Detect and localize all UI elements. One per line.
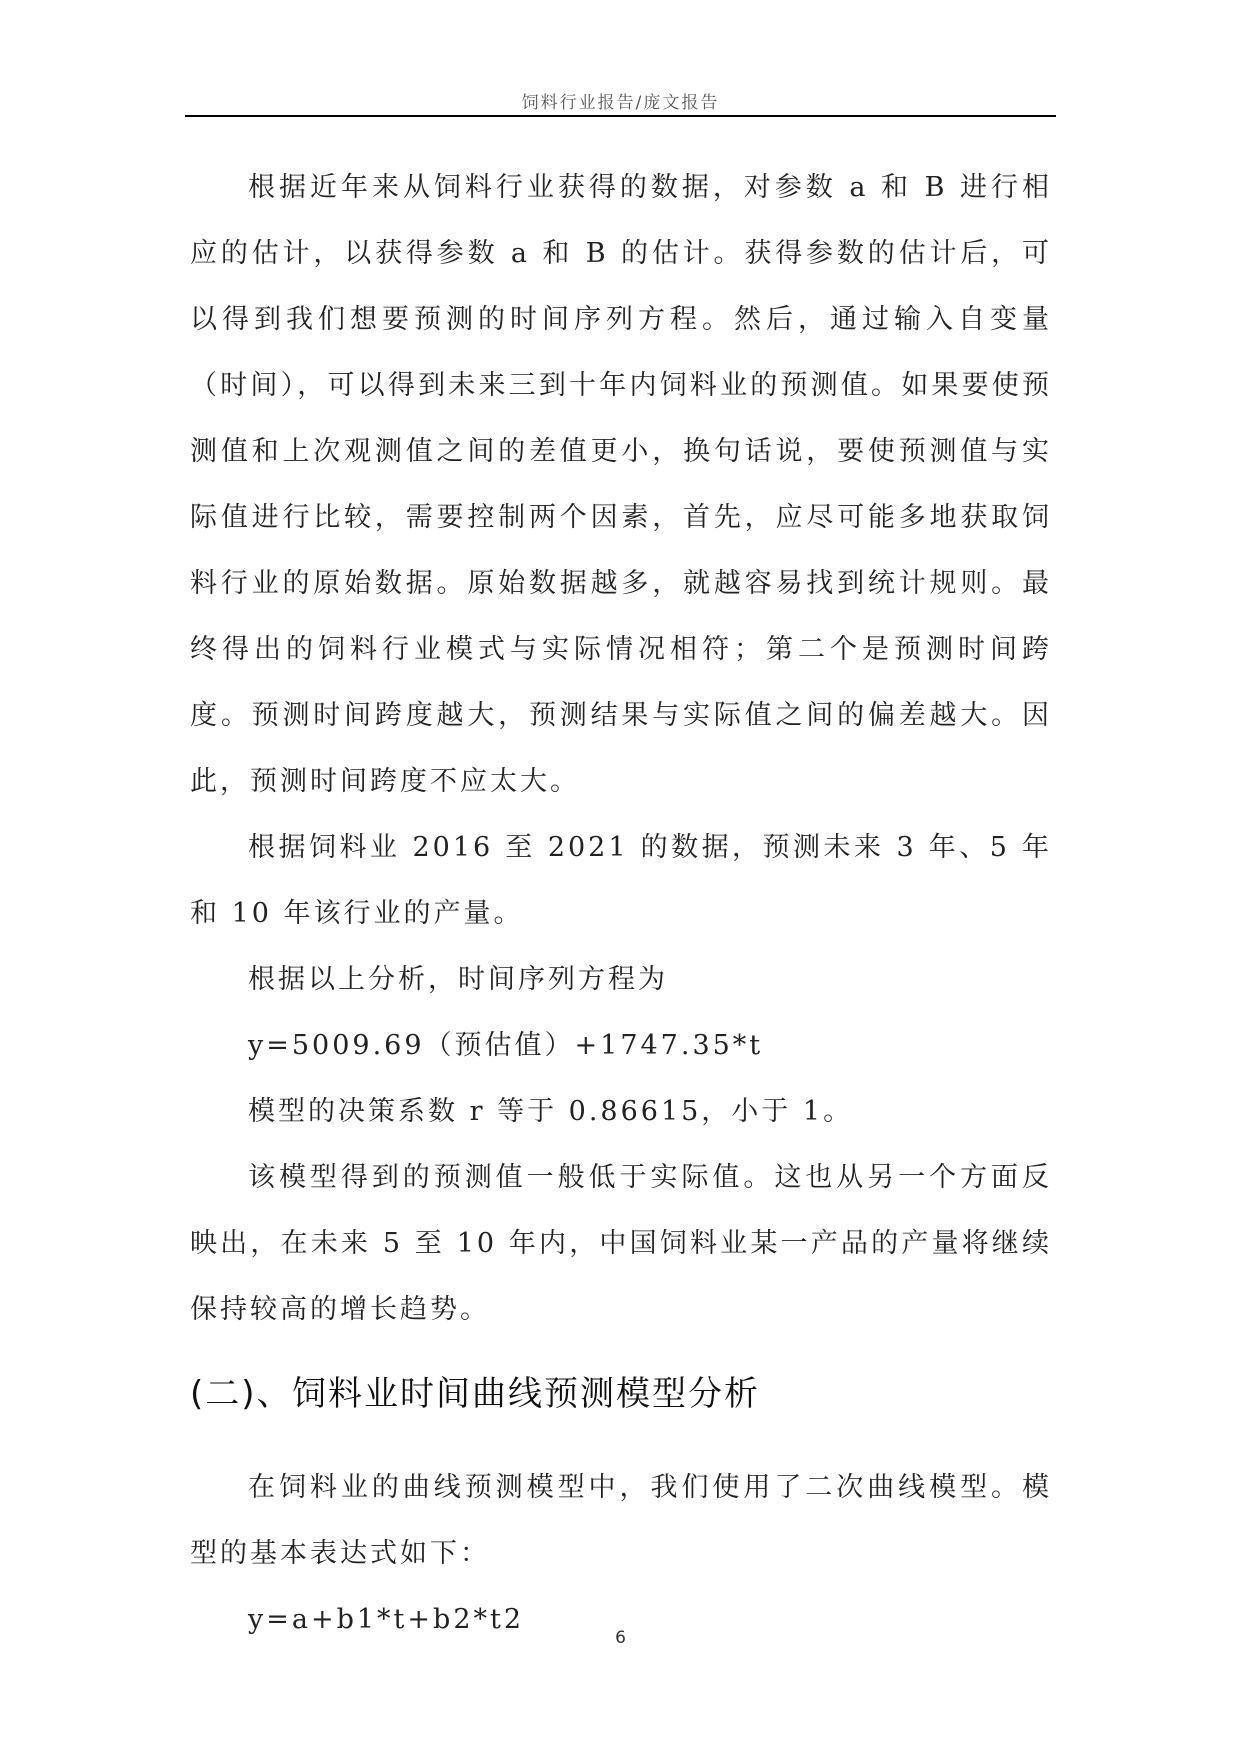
paragraph-conclusion: 该模型得到的预测值一般低于实际值。这也从另一个方面反映出，在未来 5 至 10 年内，中国饲料业某一产品的产量将继续保持较高的增长趋势。: [190, 1162, 1052, 1325]
section-number: (二)、: [190, 1374, 293, 1414]
paragraph-coefficient: 模型的决策系数 r 等于 0.86615，小于 1。: [248, 1096, 854, 1127]
running-header: 饲料行业报告/庞文报告: [521, 93, 720, 113]
document-body: [190, 155, 1052, 1653]
paragraph-time-series-equation: y=5009.69（预估值）+1747.35*t: [248, 1030, 764, 1061]
paragraph-equation-intro: 根据以上分析，时间序列方程为: [248, 964, 668, 995]
section-heading: [190, 1361, 1052, 1427]
paragraph-curve-equation: y=a+b1*t+b2*t2: [248, 1604, 525, 1635]
page-number: 6: [615, 1628, 626, 1648]
paragraph-forecast-scope: 根据饲料业 2016 至 2021 的数据，预测未来 3 年、5 年和 10 年该行业的产量。: [190, 832, 1052, 929]
paragraph-parameter-estimation: 根据近年来从饲料行业获得的数据，对参数 a 和 B 进行相应的估计，以获得参数 a 和 B 的估计。获得参数的估计后，可以得到我们想要预测的时间序列方程。然后，通过输入自变量（时间），可以得到未来三到十年内饲料业的预测值。如果要使预测值和上次观测值之间的差值更小，换句话说，要使预测值与实际值进行比较，需要控制两个因素，首先，应尽可能多地获取饲料行业的原始数据。原始数据越多，就越容易找到统计规则。最终得出的饲料行业模式与实际情况相符；第二个是预测时间跨度。预测时间跨度越大，预测结果与实际值之间的偏差越大。因此，预测时间跨度不应太大。: [190, 172, 1052, 797]
section-title: 饲料业时间曲线预测模型分析: [292, 1374, 760, 1414]
header-divider: [185, 115, 1056, 117]
paragraph-curve-model: 在饲料业的曲线预测模型中，我们使用了二次曲线模型。模型的基本表达式如下：: [190, 1472, 1052, 1569]
